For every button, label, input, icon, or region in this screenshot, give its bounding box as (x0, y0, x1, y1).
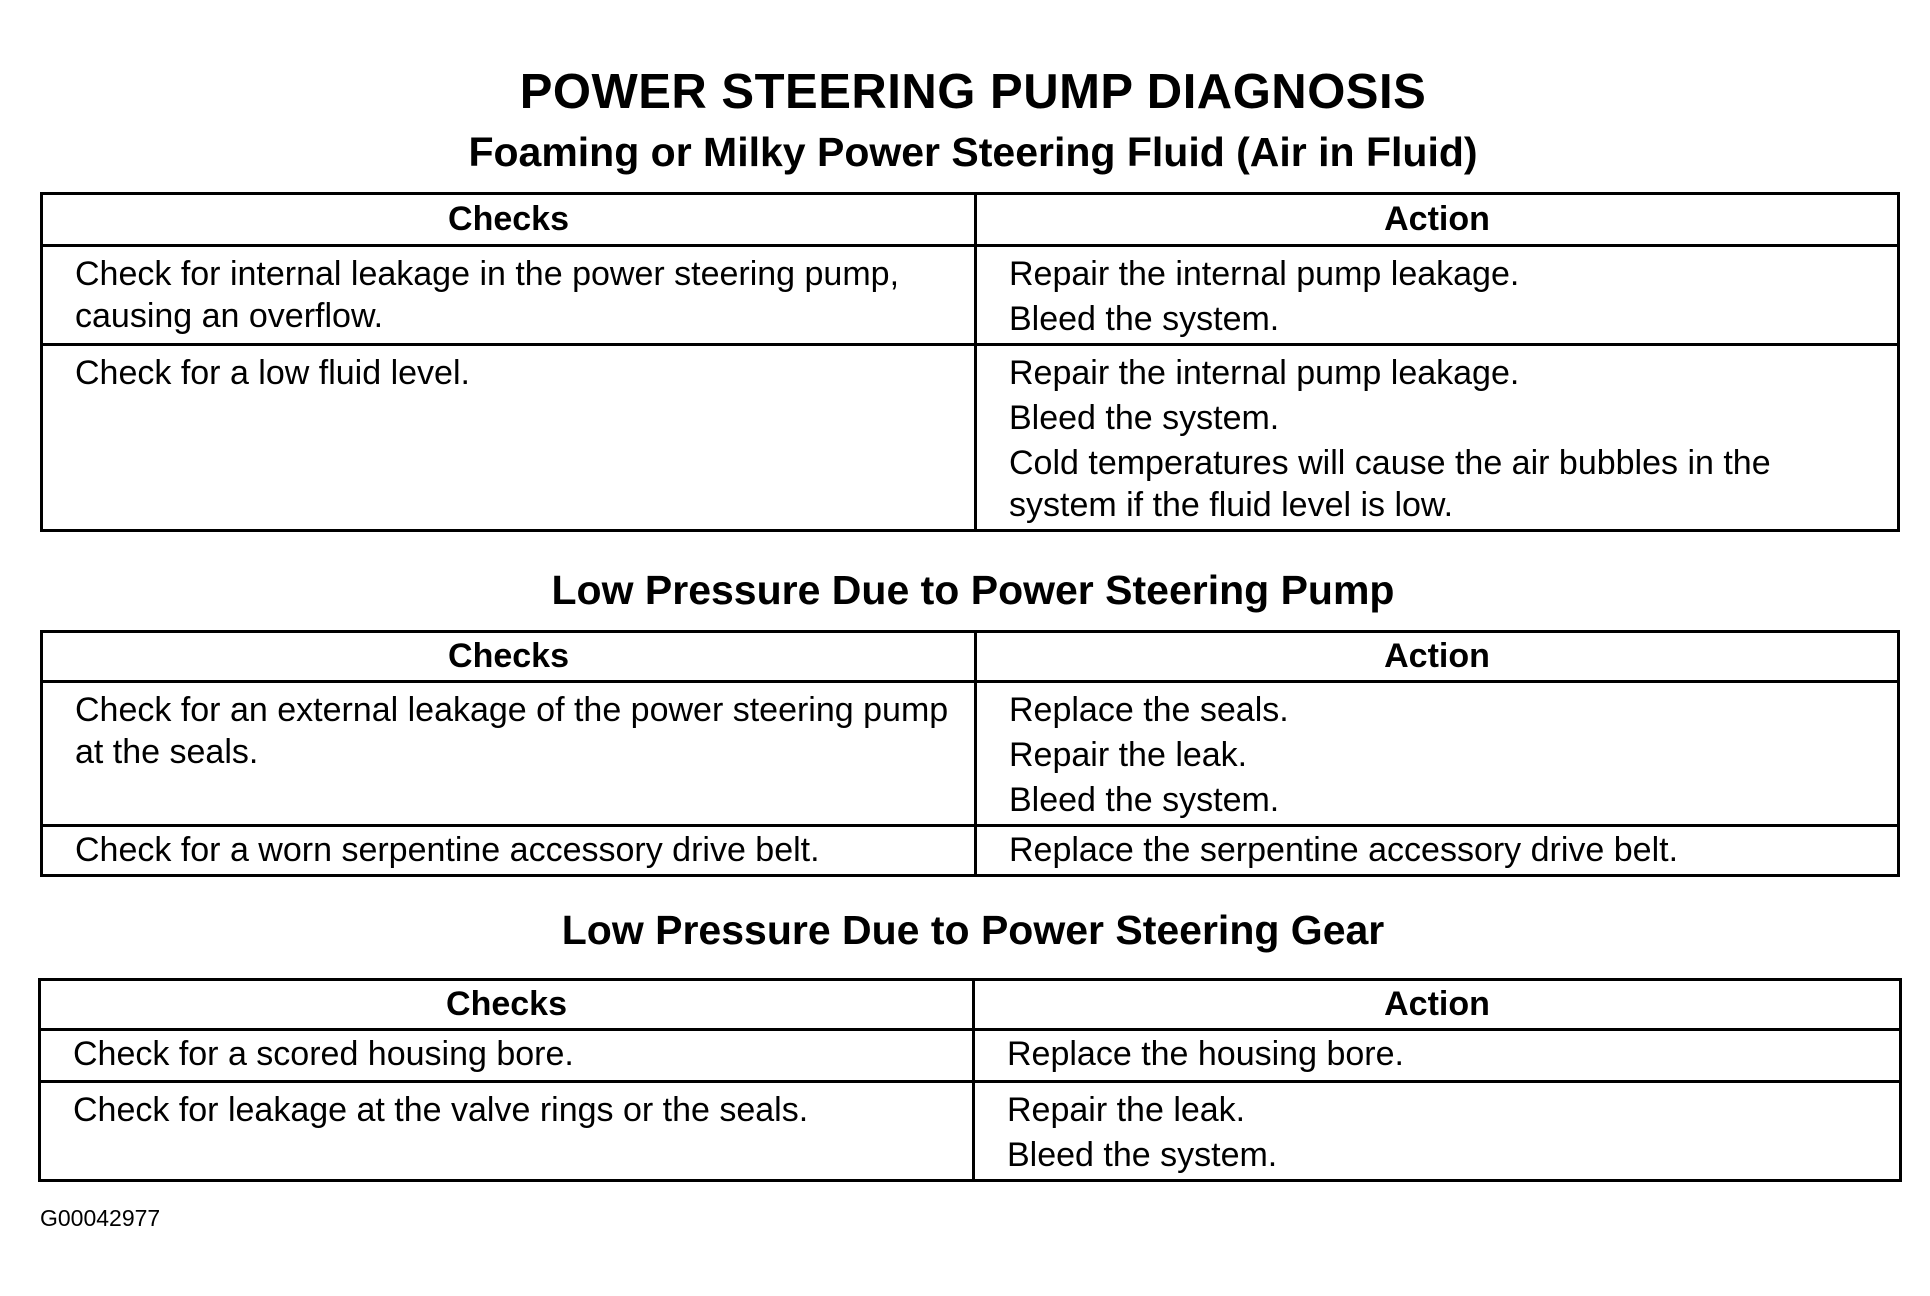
action-cell (976, 682, 1899, 826)
action-column-header: Action (976, 632, 1899, 682)
action-column-header: Action (976, 194, 1899, 246)
diagnosis-table-pump-low-pressure (40, 630, 1900, 877)
table-row (40, 1030, 1901, 1082)
table-header-row (42, 632, 1899, 682)
table-row (42, 826, 1899, 876)
section-title-gear-low-pressure: Low Pressure Due to Power Steering Gear (561, 907, 1385, 953)
check-cell: Check for internal leakage in the power steering pump, causing an overflow. (42, 246, 976, 345)
action-cell (976, 246, 1899, 345)
table-header-row (40, 980, 1901, 1030)
check-cell: Check for a worn serpentine accessory drive belt. (42, 826, 976, 876)
check-cell: Check for leakage at the valve rings or the seals. (40, 1082, 974, 1181)
section-title-pump-low-pressure: Low Pressure Due to Power Steering Pump (551, 567, 1395, 613)
check-cell: Check for a scored housing bore. (40, 1030, 974, 1082)
checks-column-header: Checks (40, 980, 974, 1030)
action-item: Replace the seals. (1009, 691, 1289, 729)
diagnosis-table-foaming-fluid (40, 192, 1900, 532)
action-cell (974, 1030, 1901, 1082)
action-item: Bleed the system. (1009, 300, 1280, 338)
section-title-foaming-fluid: Foaming or Milky Power Steering Fluid (Air in Fluid) (468, 129, 1478, 175)
checks-column-header: Checks (42, 632, 976, 682)
check-cell: Check for a low fluid level. (42, 345, 976, 531)
figure-id: G00042977 (40, 1205, 161, 1231)
action-item: Replace the housing bore. (1007, 1035, 1404, 1073)
action-item: Repair the internal pump leakage. (1009, 255, 1520, 293)
table-row (42, 246, 1899, 345)
action-item: Bleed the system. (1007, 1136, 1278, 1174)
action-cell (974, 1082, 1901, 1181)
action-item: Bleed the system. (1009, 781, 1280, 819)
checks-column-header: Checks (42, 194, 976, 246)
action-item: Replace the serpentine accessory drive belt. (1009, 831, 1679, 869)
diagnosis-table-gear-low-pressure (38, 978, 1902, 1182)
action-cell (976, 345, 1899, 531)
action-item: Cold temperatures will cause the air bubbles in the system if the fluid level is low. (1009, 444, 1771, 524)
action-item: Repair the leak. (1007, 1091, 1246, 1129)
action-item: Repair the internal pump leakage. (1009, 354, 1520, 392)
action-item: Repair the leak. (1009, 736, 1248, 774)
page-title: POWER STEERING PUMP DIAGNOSIS (519, 65, 1427, 119)
action-column-header: Action (974, 980, 1901, 1030)
table-row (42, 682, 1899, 826)
table-row (42, 345, 1899, 531)
table-header-row (42, 194, 1899, 246)
check-cell: Check for an external leakage of the power steering pump at the seals. (42, 682, 976, 826)
action-cell (976, 826, 1899, 876)
table-row (40, 1082, 1901, 1181)
action-item: Bleed the system. (1009, 399, 1280, 437)
